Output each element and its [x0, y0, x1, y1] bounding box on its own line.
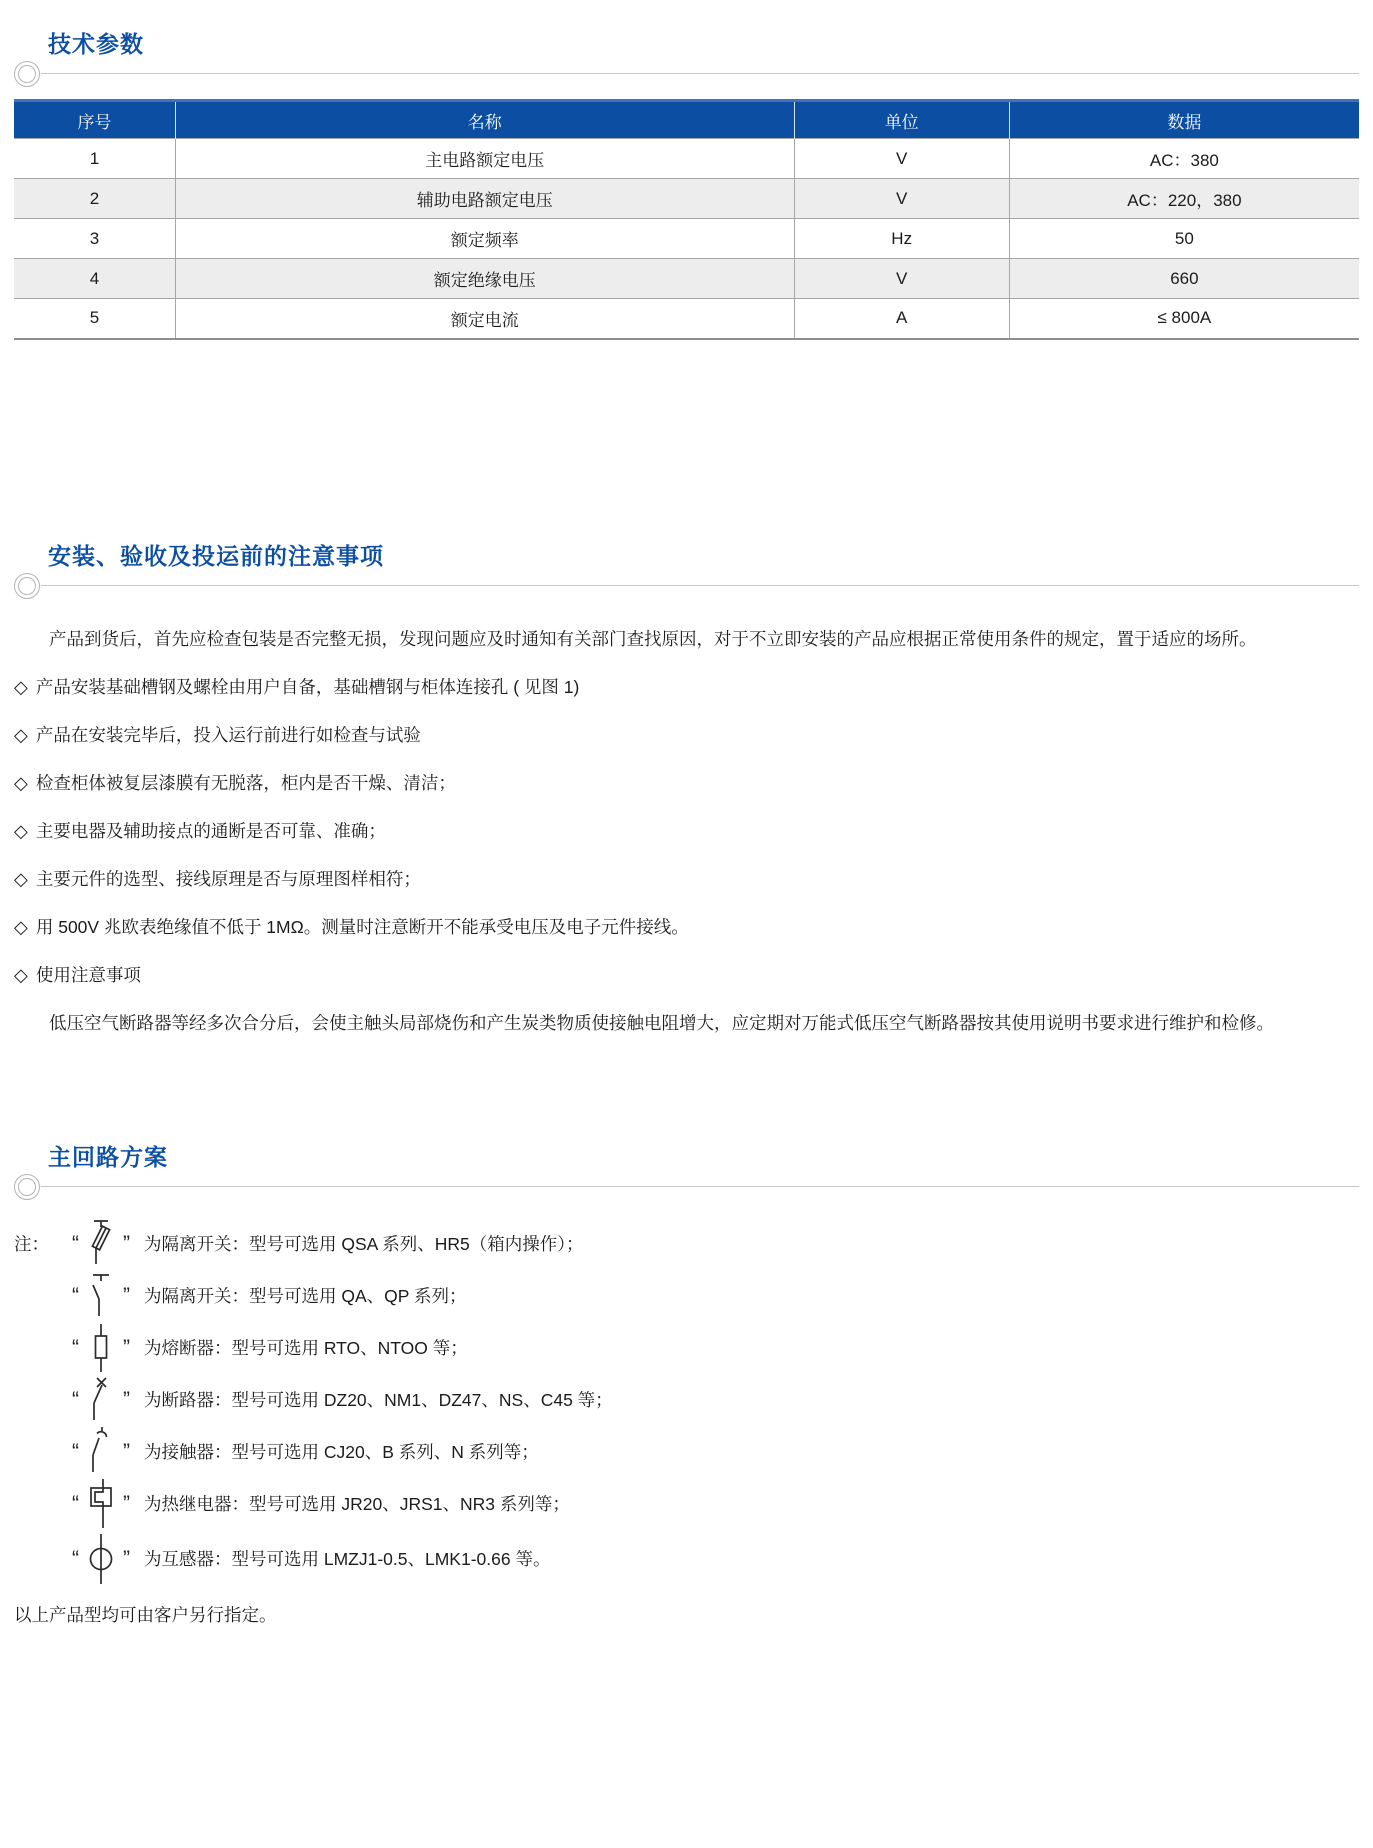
note-prefix: 注：	[14, 1234, 49, 1254]
table-row	[14, 259, 1359, 299]
isolator-symbol	[83, 1268, 119, 1324]
legend-footer: 以上产品型均可由客户另行指定。	[14, 1604, 277, 1625]
close-quote: ”	[123, 1546, 130, 1570]
bullet-item	[14, 663, 1359, 711]
ring-decoration-icon	[14, 61, 40, 87]
table-body	[14, 139, 1359, 339]
legend-text: 为接触器：型号可选用 CJ20、B 系列、N 系列等；	[144, 1442, 539, 1462]
legend-row	[14, 1322, 1373, 1374]
table-row	[14, 219, 1359, 259]
legend-text: 为互感器：型号可选用 LMZJ1-0.5、LMK1-0.66 等。	[144, 1549, 551, 1569]
table-cell: 辅助电路额定电压	[175, 179, 794, 219]
section-title-install-notes: 安装、验收及投运前的注意事项	[48, 542, 384, 569]
close-quote: ”	[123, 1283, 130, 1307]
table-cell: Hz	[794, 219, 1009, 259]
bullet-item	[14, 759, 1359, 807]
table-header-cell: 单位	[794, 101, 1009, 139]
divider-line	[41, 585, 1359, 586]
outro-paragraph: 低压空气断路器等经多次合分后，会使主触头局部烧伤和产生炭类物质使接触电阻增大，应定期对万能式低压空气断路器按其使用说明书要求进行维护和检修。	[49, 1012, 1274, 1033]
tech-params-section	[0, 26, 1373, 340]
close-quote: ”	[123, 1439, 130, 1463]
table-cell: 1	[14, 139, 175, 179]
tech-params-table	[14, 99, 1359, 340]
install-notes-section	[0, 538, 1373, 1047]
table-cell: 额定频率	[175, 219, 794, 259]
table-cell: ≤ 800A	[1009, 299, 1359, 339]
legend-text: 为熔断器：型号可选用 RTO、NTOO 等；	[144, 1338, 468, 1358]
symbol-legend	[0, 1218, 1373, 1588]
fuse-symbol	[83, 1320, 119, 1376]
table-header-row	[14, 101, 1359, 139]
diamond-bullet-icon: ◇	[14, 868, 28, 889]
legend-row	[14, 1270, 1373, 1322]
bullet-text: 主要元件的选型、接线原理是否与原理图样相符；	[35, 868, 421, 889]
intro-paragraph: 产品到货后，首先应检查包装是否完整无损，发现问题应及时通知有关部门查找原因，对于不立即安装的产品应根据正常使用条件的规定，置于适应的场所。	[49, 628, 1257, 649]
close-quote: ”	[123, 1231, 130, 1255]
bullet-text: 主要电器及辅助接点的通断是否可靠、准确；	[35, 820, 386, 841]
table-cell: V	[794, 259, 1009, 299]
section-title-tech-params: 技术参数	[48, 31, 144, 57]
bullet-item	[14, 855, 1359, 903]
divider-line	[41, 1186, 1359, 1187]
legend-row	[14, 1374, 1373, 1426]
table-cell: V	[794, 179, 1009, 219]
table-cell: 5	[14, 299, 175, 339]
table-cell: A	[794, 299, 1009, 339]
open-quote: “	[72, 1283, 79, 1307]
bullet-text: 产品在安装完毕后，投入运行前进行如检查与试验	[35, 724, 421, 745]
ring-decoration-icon	[14, 573, 40, 599]
bullet-item	[14, 951, 1359, 999]
bullet-list	[14, 663, 1359, 999]
legend-row	[14, 1218, 1373, 1270]
current-transformer-symbol	[83, 1531, 119, 1587]
table-cell: 3	[14, 219, 175, 259]
table-cell: 4	[14, 259, 175, 299]
divider-line	[41, 73, 1359, 74]
open-quote: “	[72, 1439, 79, 1463]
table-cell: 2	[14, 179, 175, 219]
legend-text: 为断路器：型号可选用 DZ20、NM1、DZ47、NS、C45 等；	[144, 1390, 613, 1410]
section-rule	[0, 571, 1373, 601]
section-rule	[0, 1172, 1373, 1202]
open-quote: “	[72, 1546, 79, 1570]
open-quote: “	[72, 1387, 79, 1411]
open-quote: “	[72, 1491, 79, 1515]
table-cell: AC：380	[1009, 139, 1359, 179]
section-header	[0, 1139, 1373, 1202]
bullet-item	[14, 807, 1359, 855]
table-row	[14, 179, 1359, 219]
bullet-item	[14, 711, 1359, 759]
legend-text: 为隔离开关：型号可选用 QA、QP 系列；	[144, 1286, 467, 1306]
diamond-bullet-icon: ◇	[14, 676, 28, 697]
isolator-boxed-symbol	[83, 1216, 119, 1272]
legend-text: 为热继电器：型号可选用 JR20、JRS1、NR3 系列等；	[144, 1494, 570, 1514]
open-quote: “	[72, 1335, 79, 1359]
breaker-symbol	[83, 1372, 119, 1428]
bullet-text: 检查柜体被复层漆膜有无脱落，柜内是否干燥、清洁；	[35, 772, 456, 793]
table-cell: 额定电流	[175, 299, 794, 339]
contactor-symbol	[83, 1424, 119, 1480]
table-cell: V	[794, 139, 1009, 179]
section-header	[0, 538, 1373, 601]
legend-text: 为隔离开关：型号可选用 QSA 系列、HR5（箱内操作）；	[144, 1234, 584, 1254]
section-rule	[0, 59, 1373, 89]
legend-row	[14, 1426, 1373, 1478]
section-title-main-circuit: 主回路方案	[48, 1143, 168, 1170]
table-row	[14, 139, 1359, 179]
table-cell: 主电路额定电压	[175, 139, 794, 179]
close-quote: ”	[123, 1387, 130, 1411]
table-head	[14, 101, 1359, 139]
open-quote: “	[72, 1231, 79, 1255]
table-row	[14, 299, 1359, 339]
table-header-cell: 数据	[1009, 101, 1359, 139]
diamond-bullet-icon: ◇	[14, 964, 28, 985]
main-circuit-section	[0, 1139, 1373, 1627]
table-cell: AC：220，380	[1009, 179, 1359, 219]
table-header-cell: 名称	[175, 101, 794, 139]
diamond-bullet-icon: ◇	[14, 916, 28, 937]
legend-row	[14, 1530, 1373, 1588]
legend-row	[14, 1478, 1373, 1530]
bullet-item	[14, 903, 1359, 951]
table-cell: 660	[1009, 259, 1359, 299]
thermal-relay-symbol	[83, 1476, 119, 1532]
close-quote: ”	[123, 1491, 130, 1515]
table-cell: 50	[1009, 219, 1359, 259]
bullet-text: 产品安装基础槽钢及螺栓由用户自备，基础槽钢与柜体连接孔 ( 见图 1)	[35, 676, 580, 697]
close-quote: ”	[123, 1335, 130, 1359]
diamond-bullet-icon: ◇	[14, 724, 28, 745]
bullet-text: 用 500V 兆欧表绝缘值不低于 1MΩ。测量时注意断开不能承受电压及电子元件接线。	[35, 916, 689, 937]
install-notes-body	[0, 615, 1373, 1047]
table-cell: 额定绝缘电压	[175, 259, 794, 299]
section-header	[0, 26, 1373, 89]
diamond-bullet-icon: ◇	[14, 820, 28, 841]
ring-decoration-icon	[14, 1174, 40, 1200]
bullet-text: 使用注意事项	[35, 964, 141, 985]
table-header-cell: 序号	[14, 101, 175, 139]
diamond-bullet-icon: ◇	[14, 772, 28, 793]
